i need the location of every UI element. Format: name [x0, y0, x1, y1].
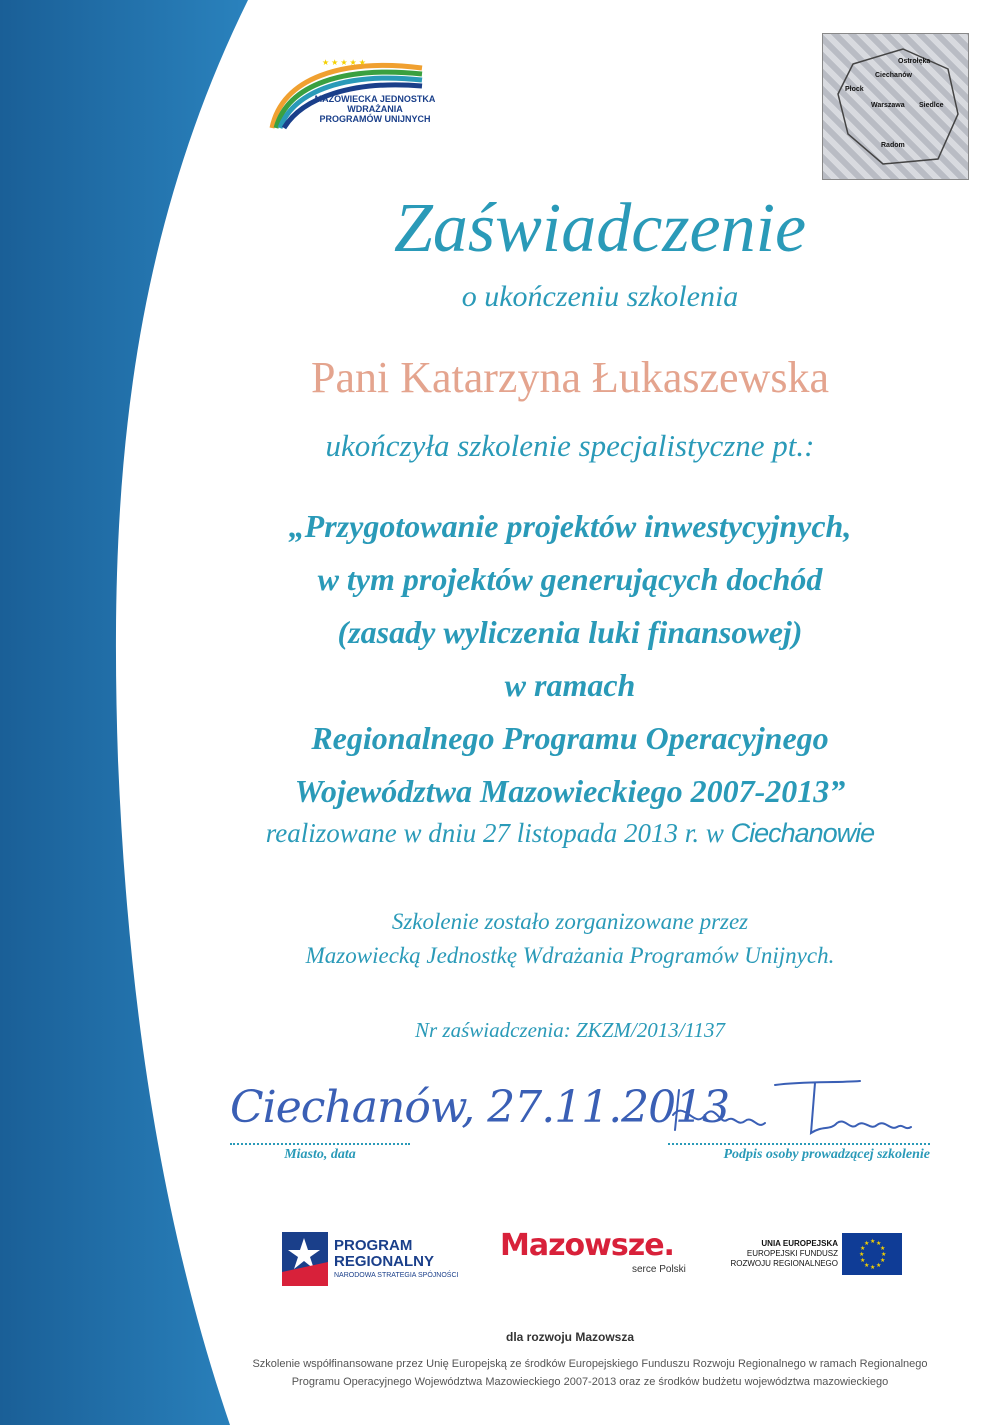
city-warszawa: Warszawa — [871, 102, 905, 109]
svg-text:★: ★ — [860, 1257, 866, 1264]
realized-city: Ciechanowie — [730, 818, 875, 848]
hologram-map — [822, 33, 969, 180]
footer-text — [240, 1355, 940, 1391]
eu-line1: UNIA EUROPEJSKA — [761, 1239, 838, 1248]
svg-text:★: ★ — [864, 1262, 870, 1269]
eu-line2: EUROPEJSKI FUNDUSZ — [746, 1249, 838, 1258]
svg-text:★: ★ — [880, 1257, 886, 1264]
mjwpu-logo — [262, 48, 442, 133]
course-line-2: w tym projektów generujących dochód — [317, 561, 823, 597]
realized-line — [200, 818, 940, 849]
program-regionalny-logo — [282, 1232, 482, 1287]
place-date-line — [230, 1143, 410, 1145]
certificate-subtitle: o ukończeniu szkolenia — [461, 280, 739, 313]
signature-mark — [665, 1075, 925, 1145]
organized-line-1: Szkolenie zostało zorganizowane przez — [391, 909, 749, 934]
eu-line3: ROZWOJU REGIONALNEGO — [730, 1259, 838, 1268]
place-date-label: Miasto, data — [284, 1147, 356, 1162]
signer-line — [668, 1143, 930, 1145]
city-plock: Płock — [845, 86, 864, 93]
course-line-6: Województwa Mazowieckiego 2007-2013” — [294, 773, 846, 809]
certificate-title: Zaświadczenie — [393, 190, 807, 267]
mazowsze-name: Mazowsze. — [500, 1228, 674, 1263]
mazowsze-tagline: serce Polski — [632, 1264, 686, 1275]
svg-text:★ ★ ★ ★ ★: ★ ★ ★ ★ ★ — [322, 58, 366, 67]
program-regionalny-line3: NARODOWA STRATEGIA SPÓJNOŚCI — [334, 1272, 459, 1279]
certificate-number: Nr zaświadczenia: ZKZM/2013/1137 — [415, 1018, 725, 1042]
svg-text:★: ★ — [876, 1262, 882, 1269]
handwritten-place-date: Ciechanów, 27.11.2013 — [230, 1082, 730, 1133]
eu-logo — [728, 1233, 908, 1278]
city-ciechanow: Ciechanów — [875, 72, 912, 79]
completed-text: ukończyła szkolenie specjalistyczne pt.: — [325, 428, 815, 463]
recipient-name: Pani Katarzyna Łukaszewska — [310, 353, 829, 402]
svg-text:★: ★ — [870, 1238, 876, 1245]
mjwpu-line2: WDRAŻANIA — [347, 104, 403, 114]
city-radom: Radom — [881, 142, 905, 149]
realized-text: realizowane w dniu 27 listopada 2013 r. w — [265, 818, 724, 848]
svg-text:★: ★ — [860, 1245, 866, 1252]
city-siedlce: Siedlce — [919, 102, 944, 109]
course-line-4: w ramach — [504, 667, 636, 703]
course-line-5: Regionalnego Programu Operacyjnego — [311, 720, 829, 756]
city-ostroleka: Ostrołęka — [898, 58, 931, 65]
course-line-1: „Przygotowanie projektów inwestycyjnych, — [288, 508, 852, 544]
organized-by — [200, 905, 940, 973]
footer-line-1: Szkolenie współfinansowane przez Unię Europejską ze środków Europejskiego Funduszu Rozwoju Regionalnego w ramach Regionalnego — [252, 1358, 928, 1370]
svg-text:★: ★ — [880, 1245, 886, 1252]
eu-flag-icon — [842, 1233, 902, 1275]
course-title — [200, 500, 940, 818]
footer-title: dla rozwoju Mazowsza — [505, 1330, 634, 1344]
mjwpu-line3: PROGRAMÓW UNIJNYCH — [319, 114, 431, 124]
svg-text:★: ★ — [870, 1264, 876, 1271]
svg-text:★: ★ — [881, 1251, 887, 1258]
program-regionalny-icon — [282, 1232, 330, 1287]
course-line-3: (zasady wyliczenia luki finansowej) — [337, 614, 803, 650]
footer-line-2: Programu Operacyjnego Województwa Mazowieckiego 2007-2013 oraz ze środków budżetu województwa mazowieckiego — [291, 1376, 889, 1388]
mazowsze-logo — [500, 1228, 700, 1283]
program-regionalny-line1: PROGRAM — [334, 1237, 413, 1254]
program-regionalny-line2: REGIONALNY — [334, 1253, 435, 1270]
svg-text:★: ★ — [859, 1251, 865, 1258]
svg-text:★: ★ — [864, 1240, 870, 1247]
mjwpu-line1: MAZOWIECKA JEDNOSTKA — [314, 94, 436, 104]
organized-line-2: Mazowiecką Jednostkę Wdrażania Programów Unijnych. — [305, 943, 835, 968]
signer-label: Podpis osoby prowadzącej szkolenie — [723, 1147, 930, 1162]
svg-text:★: ★ — [876, 1240, 882, 1247]
